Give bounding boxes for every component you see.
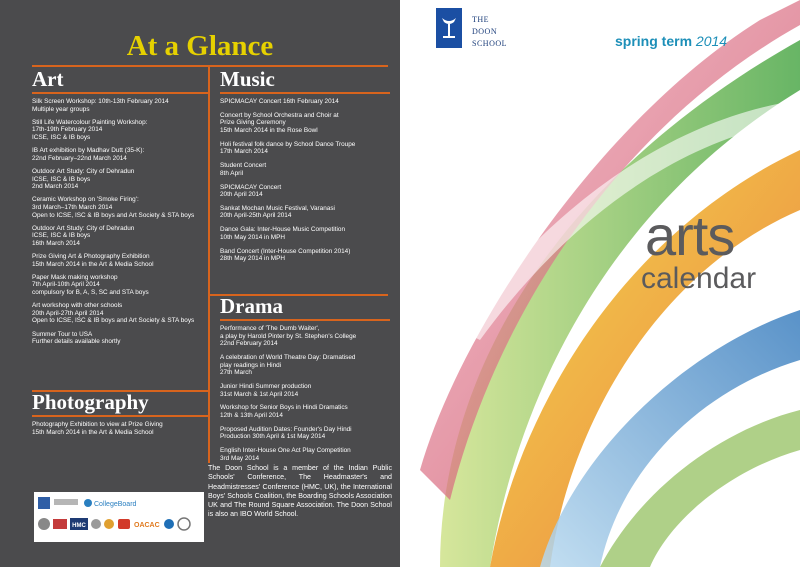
logos-graphic <box>34 492 204 542</box>
list-item-line: 12th & 13th April 2014 <box>220 411 283 419</box>
list-item-line: ICSE, ISC & IB boys <box>32 175 91 183</box>
list-item-line: Outdoor Art Study: City of Dehradun <box>32 224 135 232</box>
list-item-line: Sankat Mochan Music Festival, Varanasi <box>220 204 335 212</box>
list-item-line: Paper Mask making workshop <box>32 273 118 281</box>
org-logo-icon <box>54 499 78 505</box>
list-item-line: ICSE, ISC & IB boys <box>32 133 91 141</box>
list-item <box>32 274 208 297</box>
list-item-line: Open to ICSE, ISC & IB boys and Art Society & STA boys <box>32 211 195 219</box>
list-item-line: A celebration of World Theatre Day: Dramatised <box>220 353 356 361</box>
list-item-line: Holi festival folk dance by School Dance Troupe <box>220 140 356 148</box>
list-item-line: 17th March 2014 <box>220 148 268 156</box>
school-name-line: SCHOOL <box>472 39 508 48</box>
globe-icon <box>164 519 174 529</box>
list-item-line: SPICMACAY Concert <box>220 183 282 191</box>
divider <box>220 319 390 321</box>
music-heading: Music <box>220 67 275 91</box>
drama-section <box>220 294 390 468</box>
list-item <box>32 225 208 248</box>
cover-page <box>400 0 800 567</box>
list-item-line: a play by Harold Pinter by St. Stephen's College <box>220 332 357 340</box>
list-item <box>220 354 390 377</box>
list-item <box>220 325 390 348</box>
collegeboard-icon <box>84 499 92 507</box>
photography-heading: Photography <box>32 390 149 414</box>
list-item-line: 31st March & 1st April 2014 <box>220 390 299 398</box>
list-item-line: Still Life Watercolour Painting Workshop: <box>32 118 148 126</box>
list-item-line: 3rd May 2014 <box>220 454 260 462</box>
list-item-line: 3rd March–17th March 2014 <box>32 203 113 211</box>
list-item <box>32 421 208 436</box>
list-item-line: 15th March 2014 in the Art & Media School <box>32 428 154 436</box>
list-item-line: Production 30th April & 1st May 2014 <box>220 433 326 441</box>
list-item <box>220 112 390 135</box>
list-item-line: 7th April-10th April 2014 <box>32 281 100 289</box>
list-item <box>32 302 208 325</box>
list-item-line: Band Concert (Inter-House Competition 2014) <box>220 247 351 255</box>
list-item <box>220 383 390 398</box>
art-heading: Art <box>32 67 64 91</box>
list-item <box>32 196 208 219</box>
term-year: 2014 <box>695 33 728 49</box>
list-item <box>32 98 208 113</box>
art-section <box>32 67 208 351</box>
school-crest-icon <box>91 519 101 529</box>
school-name <box>472 14 507 50</box>
list-item-line: Student Concert <box>220 162 267 170</box>
association-icon <box>104 519 114 529</box>
list-item <box>220 98 390 106</box>
divider <box>32 92 208 94</box>
drama-list <box>220 325 390 462</box>
music-list <box>220 98 390 263</box>
list-item-line: 20th April-25th April 2014 <box>220 212 292 220</box>
list-item <box>220 248 390 263</box>
hmc-label: HMC <box>72 523 86 529</box>
list-item <box>32 168 208 191</box>
divider <box>220 92 390 94</box>
list-item-line: English Inter-House One Act Play Competition <box>220 447 351 455</box>
about-text: The Doon School is a member of the Indian Public Schools' Conference, The Headmaster's and Headmistresses' Conference (HMC, UK), the International Boys' Schools Coalition, the Boarding Schools Association UK and The Round Square Association. The Doon School is also an IBO World School. <box>208 464 392 519</box>
list-item <box>220 447 390 462</box>
list-item <box>32 147 208 162</box>
divider <box>32 415 208 417</box>
list-item <box>32 119 208 142</box>
list-item-line: ICSE, ISC & IB boys <box>32 232 91 240</box>
music-section <box>220 67 390 269</box>
list-item-line: Open to ICSE, ISC & IB boys and Art Society & STA boys <box>32 317 195 325</box>
lamp-icon <box>436 8 462 48</box>
emblem-icon <box>53 519 67 529</box>
art-list <box>32 98 208 346</box>
list-item-line: Further details available shortly <box>32 338 121 346</box>
list-item-line: 2nd March 2014 <box>32 183 79 191</box>
list-item <box>220 141 390 156</box>
list-item-line: 22nd February 2014 <box>220 340 278 348</box>
list-item-line: Performance of 'The Dumb Waiter', <box>220 325 320 332</box>
column-divider <box>208 65 210 463</box>
list-item-line: Concert by School Orchestra and Choir at <box>220 111 339 119</box>
list-item-line: IB Art exhibition by Madhav Dutt (35-K): <box>32 147 145 155</box>
school-name-line: DOON <box>472 27 498 36</box>
school-crest-icon <box>436 8 462 48</box>
arts-title: arts <box>645 204 735 267</box>
list-item-line: Workshop for Senior Boys in Hindi Dramatics <box>220 404 348 412</box>
list-item-line: Junior Hindi Summer production <box>220 382 312 390</box>
list-item-line: 17th-19th February 2014 <box>32 126 103 134</box>
list-item <box>220 205 390 220</box>
list-item-line: 15th March 2014 in the Art & Media School <box>32 260 154 268</box>
calendar-title: calendar <box>641 262 757 295</box>
photography-list <box>32 421 208 436</box>
page-title: At a Glance <box>126 30 274 62</box>
list-item-line: 20th April-27th April 2014 <box>32 309 104 317</box>
list-item-line: Prize Giving Ceremony <box>220 119 286 127</box>
list-item-line: 15th March 2014 in the Rose Bowl <box>220 126 318 134</box>
collegeboard-label: CollegeBoard <box>94 501 137 508</box>
list-item-line: Ceramic Workshop on 'Smoke Firing': <box>32 196 139 204</box>
list-item-line: compulsory for B, A, S, SC and STA boys <box>32 289 149 297</box>
list-item <box>220 226 390 241</box>
seal-icon <box>38 518 50 530</box>
list-item-line: Dance Gala: Inter-House Music Competition <box>220 226 346 234</box>
list-item-line: Proposed Audition Dates: Founder's Day Hindi <box>220 425 352 433</box>
ring-icon <box>178 518 190 530</box>
list-item-line: 10th May 2014 in MPH <box>220 233 286 241</box>
ibo-logo-icon <box>38 497 50 509</box>
list-item-line: 8th April <box>220 169 244 177</box>
list-item-line: 20th April 2014 <box>220 191 263 199</box>
term-label <box>615 33 727 49</box>
list-item-line: 27th March <box>220 369 252 377</box>
list-item-line: 28th May 2014 in MPH <box>220 255 286 263</box>
list-item-line: Photography Exhibition to view at Prize Giving <box>32 421 163 428</box>
list-item-line: play readings in Hindi <box>220 361 282 369</box>
list-item-line: Summer Tour to USA <box>32 330 93 338</box>
photography-section <box>32 390 208 442</box>
list-item <box>220 162 390 177</box>
list-item <box>220 404 390 419</box>
list-item-line: Art workshop with other schools <box>32 302 123 310</box>
oacac-label: OACAC <box>134 522 160 529</box>
list-item-line: Prize Giving Art & Photography Exhibition <box>32 253 150 261</box>
list-item-line: Silk Screen Workshop: 10th-13th February 2014 <box>32 98 169 105</box>
drama-heading: Drama <box>220 294 283 318</box>
affiliation-logos <box>34 492 204 542</box>
list-item <box>220 426 390 441</box>
list-item-line: Outdoor Art Study: City of Dehradun <box>32 167 135 175</box>
badge-icon <box>118 519 130 529</box>
list-item-line: 16th March 2014 <box>32 239 80 247</box>
list-item-line: SPICMACAY Concert 16th February 2014 <box>220 98 339 105</box>
list-item-line: 22nd February–22nd March 2014 <box>32 154 127 162</box>
list-item-line: Multiple year groups <box>32 105 90 113</box>
list-item <box>32 331 208 346</box>
list-item <box>32 253 208 268</box>
school-name-line: THE <box>472 15 490 24</box>
term-word: spring term <box>615 33 693 49</box>
list-item <box>220 184 390 199</box>
